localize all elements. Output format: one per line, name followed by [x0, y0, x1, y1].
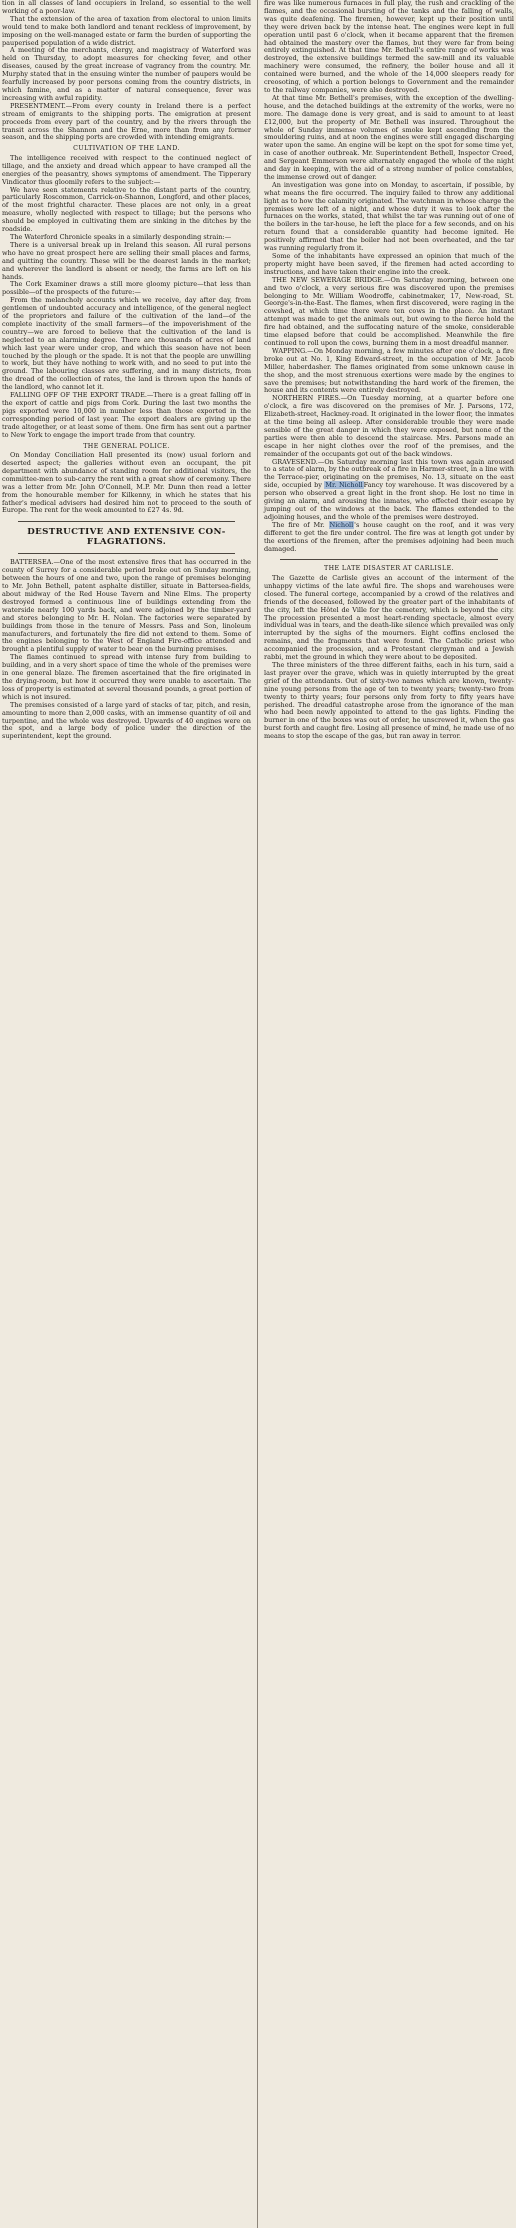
paragraph: An investigation was gone into on Monday, to ascertain, if possible, by what means the fire occurred. The inquiry failed to throw any additional light as to how the calamity originated. The watchman in whose charge the premises were left of a night, and whose duty it was to look after the furnaces on the works, stated, that whilst the tar was running out of one of the boilers in the tar-house, he left the place for a few seconds, and on his return found that a considerable quantity had become ignited. He positively affirmed that the boiler had not been overheated, and the tar was running regularly from it. — [264, 180, 514, 253]
paragraph: tion in all classes of land occupiers in Ireland, so essential to the well working of a poor-law. — [2, 0, 251, 15]
paragraph — [264, 522, 514, 554]
gravesend-text-b: Fancy toy warehouse. It was discovered by a person who observed a great light in the front shop. He lost no time in giving an alarm, and arousing the inmates, who effected their escape by jumping out of the windows at the back. The flames extended to the adjoining houses, and the whole of the premises were destroyed. — [264, 481, 514, 521]
fires-heading-line-1: DESTRUCTIVE AND EXTENSIVE CON- — [27, 527, 226, 538]
paragraph: WAPPING.—On Monday morning, a few minutes after one o'clock, a fire broke out at No. 1, King Edward-street, in the occupation of Mr. Jacob Miller, haberdasher. The flames originated from some unknown cause in the shop, and the most strenuous exertions were made by the engines to save the premises; but notwithstanding the hard work of the firemen, the house and its contents were entirely destroyed. — [264, 346, 514, 395]
paragraph: From the melancholy accounts which we receive, day after day, from gentlemen of undoubted accuracy and intelligence, of the general neglect of the proprietors and failure of the cultivation of the land—of the complete inactivity of the small farmers—of the impoverishment of the country—we are forced to believe that the cultivation of the land is neglected to an alarming degree. There are thousands of acres of land which last year were under crop, and which this season have not been touched by the plough or the spade. It is not that the people are unwilling to work, but they have nothing to work with, and no seed to put into the ground. The labouring classes are suffering, and in many districts, from the dread of the collection of rates, the land is thrown upon the hands of the landlord, who cannot let it. — [2, 296, 251, 392]
left-column — [2, 0, 255, 2228]
fires-heading — [2, 527, 251, 547]
fire-text-d: 's house caught on the roof, and it was very different to get the fire under control. The fire was at length got under by the exertions of the firemen, after the premises adjoining had been much damaged. — [264, 520, 514, 553]
paragraph: The flames continued to spread with intense fury from building to building, and in a very short space of time the whole of the premises were in one general blaze. The firemen ascertained that the fire originated in the drying-room, but how it occurred they were unable to ascertain. The loss of property is estimated at several thousand pounds, a great portion of which is not insured. — [2, 653, 251, 701]
paragraph: The three ministers of the three different faiths, each in his turn, said a last prayer over the grave, which was in quietly interrupted by the great grief of the attendants. Out of sixty-two names which are known, twenty-nine young persons from the age of ten to twenty years; twenty-two from twenty to thirty years; four persons only from forty to fifty years have perished. The dreadful catastrophe arose from the ignorance of the man who had been newly appointed to attend to the gas lights. Finding the burner in one of the boxes was out of order, he unscrewed it, when the gas burst forth and caught fire. Losing all presence of mind, he made use of no means to stop the escape of the gas, but ran away in terror. — [264, 661, 514, 741]
paragraph: BATTERSEA.—One of the most extensive fires that has occurred in the county of Surrey for a considerable period broke out on Sunday morning, between the hours of one and two, upon the range of premises belonging to Mr. John Bethell, patent asphalte distiller, situate in Battersea-fields, about midway of the Red House Tavern and Nine Elms. The property destroyed formed a continuous line of buildings extending from the waterside nearly 100 yards back, and were adjoined by the timber-yard and stores belonging to Mr. H. Nolan. The factories were separated by buildings from those in the tenure of Messrs. Pass and Son, linoleum manufacturers, and fortunately the fire did not extend to them. Some of the engines belonging to the West of England Fire-office attended and brought a plentiful supply of water to bear on the burning premises. — [2, 558, 251, 654]
fire-text-c: The fire of Mr. — [272, 520, 329, 529]
paragraph: The Waterford Chronicle speaks in a similarly desponding strain:— — [10, 232, 232, 241]
paragraph: The Cork Examiner draws a still more gloomy picture—that less than possible—of the prospects of the future:— — [2, 280, 251, 297]
paragraph: A meeting of the merchants, clergy, and magistracy of Waterford was held on Thursday, to adopt measures for checking fever, and other diseases, caused by the great increase of vagrancy from the country. Mr. Murphy stated that in the ensuing winter the number of paupers would be fearfully increased by poor persons coming from the country districts, in which famine, and as a matter of natural consequence, fever was increasing with awful rapidity. — [2, 46, 251, 102]
paragraph: NORTHERN FIRES.—On Tuesday morning, at a quarter before one o'clock, a fire was discovered on the premises of Mr. J. Parsons, 172, Elizabeth-street, Hackney-road. It originated in the lower floor, the inmates at the time being all asleep. After considerable trouble they were made sensible of the great danger in which they were exposed, but none of the parties were then able to descend the staircase. Mrs. Parsons made an escape in her night clothes over the roof of the premises, and the remainder of the occupants got out of the back windows. — [264, 394, 514, 458]
section-heading-cultivation: CULTIVATION OF THE LAND. — [73, 145, 180, 153]
highlighted-name[interactable]: Mr. Nicholl — [325, 481, 363, 490]
section-divider — [18, 553, 235, 554]
paragraph: At that time Mr. Bethell's premises, with the exception of the dwelling-house, and the detached buildings at the extremity of the works, were no more. The damage done is very great, and is said to amount to at least £12,000, but the property of Mr. Bethell was insured. Throughout the whole of Sunday immense volumes of smoke kept ascending from the smouldering ruins, and at noon the engines were still engaged discharging water upon the same. An engine will be kept on the spot for some time yet, in case of another outbreak. Mr. Superintendent Bethell, Inspector Creed, and Sergeant Emmerson were alternately engaged the whole of the night and day in keeping, with the aid of a strong number of police constables, the immense crowd out of danger. — [264, 93, 514, 181]
paragraph: That the extension of the area of taxation from electoral to union limits would tend to make both landlord and tenant reckless of improvement, by imposing on the well-managed estate or farm the burden of supporting the pauperised population of a wide district. — [2, 14, 251, 47]
section-divider — [18, 521, 235, 522]
column-rule — [257, 0, 258, 2228]
paragraph: FALLING OFF OF THE EXPORT TRADE.—There is a great falling off in the export of cattle and pigs from Cork. During the last two months the pigs exported were 10,000 in number less than those exported in the corresponding period of last year. The export dealers are giving up the trade altogether, or at least some of them. One firm has sent out a partner to New York to engage the import trade from that country. — [2, 391, 251, 439]
section-divider — [280, 559, 498, 560]
section-heading-carlisle: THE LATE DISASTER AT CARLISLE. — [324, 565, 454, 573]
gravesend-paragraph — [264, 459, 514, 522]
paragraph: PRESENTMENT.—From every county in Ireland there is a perfect stream of emigrants to the shipping ports. The emigration at present proceeds from every part of the country, and by the rivers through the transit across the Shannon and the Erne, more than from any former season, and the shipping ports are crowded with intending emigrants. — [2, 101, 251, 142]
paragraph: The premises consisted of a large yard of stacks of tar, pitch, and resin, amounting to more than 2,000 casks, with an immense quantity of oil and turpentine, and the whole was destroyed. Upwards of 40 engines were on the spot, and a large body of police under the direction of the superintendent, kept the ground. — [2, 700, 251, 741]
fires-heading-line-2: FLAGRATIONS. — [86, 537, 167, 548]
highlighted-name-2[interactable]: Nicholl — [329, 520, 354, 529]
paragraph: The Gazette de Carlisle gives an account of the interment of the unhappy victims of the late awful fire. The shops and warehouses were closed. The funeral cortege, accompanied by a crowd of the relatives and friends of the deceased, followed by the greater part of the inhabitants of the city, left the Hôtel de Ville for the cemetery, which is beyond the city. The procession presented a most heart-rending spectacle, almost every individual was in tears, and the death-like silence which prevailed was only interrupted by the sighs of the mourners. Eight coffins enclosed the remains, and the fragments that were found. The Catholic priest who accompanied the procession, and a Protestant clergyman and a Jewish rabbi, met the ground in which they were about to be deposited. — [264, 574, 514, 662]
paragraph: fire was like numerous furnaces in full play, the rush and crackling of the flames, and the occasional bursting of the tanks and the falling of walls, was quite deafening. The firemen, however, kept up their position until they were driven back by the intense heat. The engines were kept in full operation until past 6 o'clock, when it became apparent that the firemen had obtained the mastery over the flames, but they were far from being entirely extinguished. At that time Mr. Bethell's entire range of works was destroyed, the extensive buildings termed the saw-mill and its valuable machinery were consumed, the refinery, the boiler house and all it contained were burned, and the whole of the 14,000 sleepers ready for creosoting, of which a portion belongs to Government and the remainder to the railway companies, were also destroyed. — [264, 0, 514, 94]
gravesend-text-a: GRAVESEND.—On Saturday morning last this town was again aroused to a state of alarm, by the outbreak of a fire in Harmer-street, in a line with the Terrace-pier, originating on the premises, No. 13, situate on the east side, occupied by — [264, 457, 514, 490]
paragraph: The intelligence received with respect to the continued neglect of tillage, and the anxiety and dread which appear to have cramped all the energies of the peasantry, shows symptoms of amendment. The Tipperary Vindicator thus gloomily refers to the subject:— — [2, 153, 251, 186]
paragraph: On Monday Conciliation Hall presented its (now) usual forlorn and deserted aspect; the galleries without even an occupant, the pit department with abundance of standing room for additional visitors, the committee-men to sub-carry the rent with a great show of ceremony. There was a letter from Mr. John O'Connell, M.P. Mr. Dunn then read a letter from the honourable member for Kilkenny, in which he states that his father's medical advisers had desired him not to proceed to the south of Europe. The rent for the week amounted to £27 4s. 9d. — [2, 451, 251, 515]
right-column — [262, 0, 514, 2228]
paragraph: We have seen statements relative to the distant parts of the country, particularly Roscommon, Carrick-on-Shannon, Longford, and other places, of the most frightful character. These places are not only, in a great measure, wholly neglected with respect to tillage; but the persons who should be employed in cultivating them are sinking in the ditches by the roadside. — [2, 185, 251, 234]
paragraph: There is a universal break up in Ireland this season. All rural persons who have no great prospect here are selling their small places and farms, and quitting the country. These will be the dearest lands in the market; and wherever the landlord is absent or needy, the farms are left on his hands. — [2, 240, 251, 281]
paragraph: THE NEW SEWERAGE BRIDGE.—On Saturday morning, between one and two o'clock, a very serious fire was discovered upon the premises belonging to Mr. William Woodroffe, cabinetmaker, 17, New-road, St. George's-in-the-East. The flames, when first discovered, were raging in the cowshed, at which time there were ten cows in the place. An instant attempt was made to get the animals out, but owing to the fierce hold the fire had obtained, and the suffocating nature of the smoke, considerable time elapsed before that could be accomplished. Meanwhile the fire continued to roll upon the cows, burning them in a most dreadful manner. — [264, 275, 514, 347]
section-heading-relief: THE GENERAL POLICE. — [83, 442, 170, 450]
paragraph: Some of the inhabitants have expressed an opinion that much of the property might have been saved, if the firemen had acted according to instructions, and have taken their engine into the creek. — [264, 252, 514, 276]
